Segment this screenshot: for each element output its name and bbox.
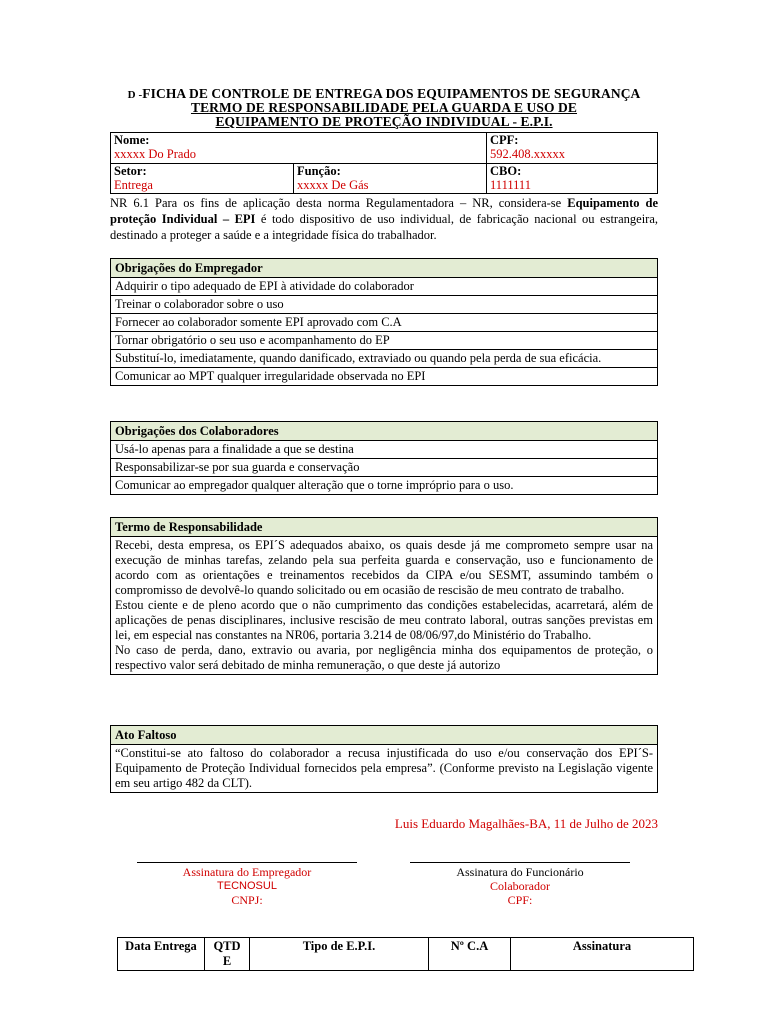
form-title-line2: TERMO DE RESPONSABILIDADE PELA GUARDA E USO DE	[190, 100, 578, 115]
list-item: Usá-lo apenas para a finalidade a que se destina	[111, 441, 658, 459]
col-ca-number	[429, 938, 511, 971]
sector-label: Setor:	[114, 164, 147, 178]
intro-text-2: é todo dispositivo de uso individual, de fabricação nacional ou estrangeira, destinado a proteger a saúde e a integridade física do trabalhador.	[110, 212, 658, 242]
responsibility-term-table	[110, 517, 658, 675]
form-title-line3: EQUIPAMENTO DE PROTEÇÃO INDIVIDUAL - E.P.I.	[215, 114, 553, 129]
employer-cnpj: CNPJ:	[231, 893, 263, 907]
cbo-cell	[487, 164, 658, 194]
employee-role: Colaborador	[490, 879, 550, 893]
sector-value: Entrega	[114, 178, 153, 192]
employee-obligations-title: Obrigações dos Colaboradores	[111, 422, 658, 441]
name-label: Nome:	[114, 133, 150, 147]
misconduct-title: Ato Faltoso	[111, 726, 658, 745]
list-item: Treinar o colaborador sobre o uso	[111, 296, 658, 314]
cpf-label: CPF:	[490, 133, 519, 147]
cpf-value: 592.408.xxxxx	[490, 147, 565, 161]
employee-cpf: CPF:	[507, 893, 533, 907]
employee-signature-line	[410, 862, 630, 863]
header-epi-type: Tipo de E.P.I.	[302, 939, 376, 953]
function-value: xxxxx De Gás	[297, 178, 369, 192]
function-cell	[294, 164, 487, 194]
form-title-text: FICHA DE CONTROLE DE ENTREGA DOS EQUIPAMENTOS DE SEGURANÇA	[142, 86, 641, 101]
list-item: Comunicar ao empregador qualquer alteração que o torne impróprio para o uso.	[111, 477, 658, 495]
employee-signature-block	[400, 862, 640, 907]
cbo-label: CBO:	[490, 164, 522, 178]
header-signature: Assinatura	[572, 939, 632, 953]
col-signature	[511, 938, 694, 971]
employer-signature-label: Assinatura do Empregador	[182, 865, 312, 879]
list-item: Adquirir o tipo adequado de EPI à atividade do colaborador	[111, 278, 658, 296]
header-ca-number: Nº C.A	[450, 939, 489, 953]
employee-signature-label: Assinatura do Funcionário	[456, 865, 584, 879]
form-prefix: D -	[127, 89, 143, 101]
col-date-delivery	[118, 938, 205, 971]
responsibility-body	[111, 537, 658, 675]
employer-company: TECNOSUL	[217, 880, 277, 892]
epi-delivery-table	[117, 937, 694, 971]
responsibility-paragraph-3: No caso de perda, dano, extravio ou avaria, por negligência minha dos equipamentos de proteção, o respectivo valor será debitado de minha remuneração, o que deste já autorizo	[115, 643, 653, 672]
employer-signature-line	[137, 862, 357, 863]
list-item: Tornar obrigatório o seu uso e acompanhamento do EP	[111, 332, 658, 350]
name-cell	[111, 133, 487, 164]
misconduct-table	[110, 725, 658, 793]
cpf-cell	[487, 133, 658, 164]
responsibility-paragraph-1: Recebi, desta empresa, os EPI´S adequados abaixo, os quais desde já me comprometo sempre usar na execução de minhas tarefas, zelando pela sua perfeita guarda e conservação, uso e funcionamento de acordo com as orientações e treinamentos recebidos da CIPA e/ou SESMT, assumindo também o compromisso de devolvê-lo quando solicitado ou em ocasião de rescisão de meu contrato de trabalho.	[115, 538, 653, 597]
cbo-value: 1111111	[490, 178, 531, 192]
employer-signature-block	[127, 862, 367, 907]
col-quantity	[205, 938, 250, 971]
intro-text-1: NR 6.1 Para os fins de aplicação desta norma Regulamentadora – NR, considera-se	[110, 196, 568, 210]
function-label: Função:	[297, 164, 341, 178]
col-epi-type	[250, 938, 429, 971]
misconduct-text: “Constitui-se ato faltoso do colaborador a recusa injustificada do uso e/ou conservação dos EPI´S- Equipamento de Proteção Individual fornecidos pela empresa”. (Conforme previsto na Legislação vigente em seu artigo 482 da CLT).	[111, 745, 658, 793]
employee-obligations-table	[110, 421, 658, 495]
header-quantity: QTD E	[213, 939, 241, 968]
sector-cell	[111, 164, 294, 194]
list-item: Fornecer ao colaborador somente EPI aprovado com C.A	[111, 314, 658, 332]
list-item: Responsabilizar-se por sua guarda e conservação	[111, 459, 658, 477]
nr-intro-paragraph	[110, 195, 658, 243]
list-item: Substituí-lo, imediatamente, quando danificado, extraviado ou quando pela perda de sua eficácia.	[111, 350, 658, 368]
employer-obligations-title: Obrigações do Empregador	[111, 259, 658, 278]
responsibility-title: Termo de Responsabilidade	[111, 518, 658, 537]
employer-obligations-table	[110, 258, 658, 386]
name-value: xxxxx Do Prado	[114, 147, 196, 161]
intro-bold-term: Equipamento de proteção Individual – EPI	[110, 196, 658, 226]
place-date-line: Luis Eduardo Magalhães-BA, 11 de Julho de 2023	[394, 816, 658, 831]
list-item: Comunicar ao MPT qualquer irregularidade observada no EPI	[111, 368, 658, 386]
employee-info-table	[110, 132, 658, 194]
responsibility-paragraph-2: Estou ciente e de pleno acordo que o não cumprimento das condições estabelecidas, acarretará, além de aplicações de penas disciplinares, inclusive rescisão de meu contrato laboral, outras sanções previstas em lei, em especial nas constantes na NR06, portaria 3.214 de 08/06/97,do Ministério do Trabalho.	[115, 598, 653, 642]
header-date-delivery: Data Entrega	[125, 939, 197, 953]
